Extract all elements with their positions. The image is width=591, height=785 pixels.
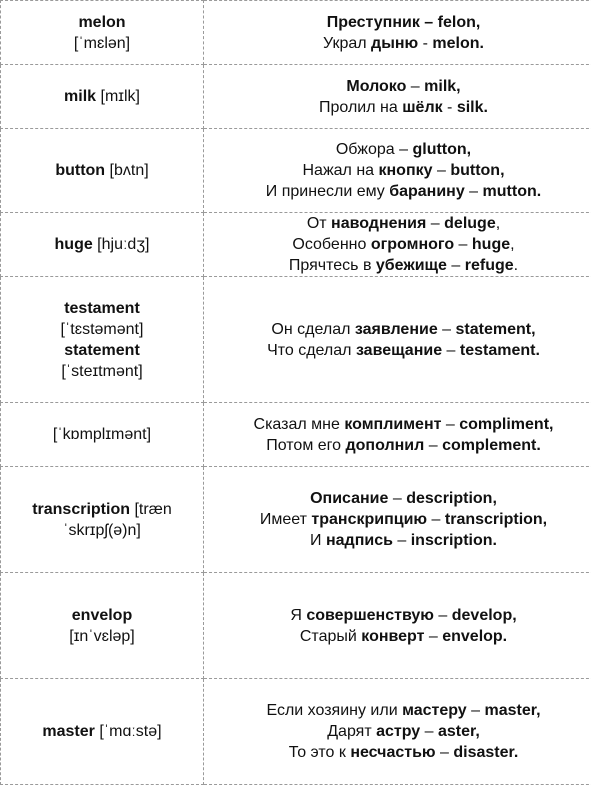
word-cell: [1, 679, 204, 785]
bold-text: транскрипцию: [311, 511, 428, 528]
text: Нажал на: [302, 162, 379, 179]
verse-line: [210, 509, 591, 530]
text: –: [392, 532, 411, 549]
transcription: [mɪlk]: [96, 88, 140, 105]
bold-text: transcription: [32, 500, 130, 518]
table-row: [1, 467, 591, 573]
word-line: [7, 160, 197, 181]
text: –: [464, 183, 483, 200]
word-line: [7, 721, 197, 742]
text: [ˈmɑːstə]: [94, 723, 162, 740]
english-word: melon: [78, 13, 126, 31]
bold-text: inscription.: [410, 532, 497, 549]
text: -: [442, 98, 457, 116]
text: И: [310, 532, 326, 549]
bold-text: баранину: [389, 183, 465, 200]
mnemonic-verse-cell: [204, 573, 591, 679]
table-row: [1, 65, 591, 129]
word-line: [7, 86, 197, 107]
bold-text: disaster.: [453, 744, 519, 761]
text: –: [427, 511, 445, 528]
word-cell: [1, 129, 204, 213]
verse-line: [210, 33, 591, 54]
mnemonic-verse-cell: [204, 403, 591, 467]
bold-text: envelop: [71, 606, 133, 624]
verse-line: [210, 76, 591, 97]
bold-text: envelop.: [442, 627, 508, 645]
verse-line: [210, 12, 591, 33]
verse-line: [210, 626, 591, 647]
verse-line: [210, 255, 591, 276]
bold-text: конверт: [361, 627, 425, 645]
word-line: [7, 361, 197, 382]
text: Прячтесь в: [288, 257, 376, 274]
verse-line: [210, 414, 591, 435]
bold-text: glutton,: [412, 141, 472, 158]
text: –: [466, 702, 485, 719]
word-line: [7, 605, 197, 626]
bold-text: testament.: [459, 341, 540, 359]
text: Особенно: [292, 236, 371, 253]
text: –: [432, 162, 451, 179]
word-line: [7, 319, 197, 340]
text: Дарят: [327, 723, 377, 740]
mnemonic-verse-cell: [204, 213, 591, 277]
mnemonic-verse-cell: [204, 129, 591, 213]
text: –: [441, 415, 460, 433]
text: Обжора –: [335, 141, 413, 158]
text: Имеет: [259, 511, 312, 528]
text: .: [513, 257, 519, 274]
bold-text: mutton.: [482, 183, 542, 200]
vocabulary-table-body: [1, 1, 591, 785]
verse-line: [210, 700, 591, 721]
bold-text: мастеру: [402, 702, 467, 719]
text: ˈskrɪpʃ(ə)n]: [63, 521, 141, 539]
bold-text: melon.: [432, 34, 484, 52]
text: –: [424, 436, 443, 454]
mnemonic-verse-cell: [204, 467, 591, 573]
verse-line: [210, 319, 591, 340]
text: То это к: [288, 744, 351, 761]
table-row: [1, 277, 591, 403]
text: И принесли ему: [265, 183, 390, 200]
word-line: [7, 424, 197, 445]
table-row: [1, 403, 591, 467]
bold-text: огромного: [370, 236, 455, 253]
verse-line: [210, 181, 591, 202]
bold-text: testament: [64, 299, 140, 317]
text: –: [420, 723, 438, 740]
bold-text: description,: [406, 490, 497, 507]
verse-line: [210, 97, 591, 118]
word-cell: [1, 277, 204, 403]
bold-text: button,: [450, 162, 505, 179]
text: –: [446, 257, 465, 274]
text: Если хозяину или: [266, 702, 403, 719]
text: От: [306, 215, 332, 232]
english-word: milk: [64, 88, 97, 105]
bold-text: master: [42, 723, 95, 740]
text: Что сделал: [267, 341, 356, 359]
mnemonic-verse-cell: [204, 1, 591, 65]
bold-text: Молоко: [346, 77, 407, 95]
verse-line: [210, 742, 591, 763]
bold-text: несчастью: [350, 744, 436, 761]
bold-text: statement: [64, 341, 140, 359]
text: –: [388, 490, 407, 507]
word-cell: [1, 65, 204, 129]
bold-text: develop,: [451, 606, 517, 624]
word-cell: [1, 467, 204, 573]
table-row: [1, 129, 591, 213]
bold-text: milk,: [424, 77, 461, 95]
word-cell: [1, 213, 204, 277]
text: [ˈtɛstəmənt]: [60, 320, 144, 338]
word-line: [7, 499, 197, 520]
verse-line: [210, 213, 591, 234]
text: –: [435, 744, 454, 761]
bold-text: Преступник – felon,: [326, 13, 481, 31]
text: –: [454, 236, 472, 253]
table-row: [1, 573, 591, 679]
mnemonic-verse-cell: [204, 679, 591, 785]
text: [ˈkɒmplɪmənt]: [52, 426, 152, 443]
verse-line: [210, 605, 591, 626]
bold-text: шёлк: [402, 98, 443, 116]
word-cell: [1, 573, 204, 679]
table-row: [1, 213, 591, 277]
verse-line: [210, 160, 591, 181]
mnemonic-verse-cell: [204, 277, 591, 403]
word-line: [7, 12, 197, 33]
transcription: [bʌtn]: [105, 162, 149, 179]
text: –: [424, 627, 443, 645]
text: [træn: [130, 500, 172, 518]
text: -: [418, 34, 433, 52]
text: ,: [495, 215, 501, 232]
transcription: [ˈmɛlən]: [73, 34, 131, 52]
verse-line: [210, 234, 591, 255]
word-line: [7, 33, 197, 54]
verse-line: [210, 139, 591, 160]
bold-text: aster,: [437, 723, 480, 740]
verse-line: [210, 488, 591, 509]
word-line: [7, 626, 197, 647]
word-line: [7, 340, 197, 361]
text: –: [433, 606, 452, 624]
mnemonic-verse-cell: [204, 65, 591, 129]
bold-text: deluge: [444, 215, 496, 232]
table-row: [1, 679, 591, 785]
verse-line: [210, 340, 591, 361]
text: Пролил на: [319, 98, 403, 116]
word-line: [7, 520, 197, 541]
bold-text: compliment,: [459, 415, 554, 433]
bold-text: complement.: [442, 436, 541, 454]
text: ,: [510, 236, 515, 253]
transcription: [hjuːdʒ]: [92, 236, 150, 253]
bold-text: дыню: [371, 34, 419, 52]
bold-text: надпись: [325, 532, 393, 549]
bold-text: silk.: [456, 98, 488, 116]
english-word: huge: [54, 236, 93, 253]
bold-text: Описание: [310, 490, 389, 507]
word-line: [7, 234, 197, 255]
text: Он сделал: [271, 320, 355, 338]
text: Потом его: [266, 436, 346, 454]
bold-text: кнопку: [378, 162, 433, 179]
bold-text: убежище: [375, 257, 447, 274]
bold-text: huge: [471, 236, 511, 253]
text: –: [437, 320, 456, 338]
bold-text: master,: [484, 702, 541, 719]
word-cell: [1, 403, 204, 467]
word-line: [7, 298, 197, 319]
bold-text: заявление: [354, 320, 438, 338]
text: –: [442, 341, 460, 359]
text: Я: [290, 606, 307, 624]
verse-line: [210, 721, 591, 742]
bold-text: совершенствую: [306, 606, 434, 624]
bold-text: комплимент: [344, 415, 442, 433]
text: Сказал мне: [253, 415, 345, 433]
text: [ɪnˈvɛləp]: [69, 627, 135, 645]
bold-text: завещание: [355, 341, 443, 359]
bold-text: transcription,: [444, 511, 548, 528]
table-row: [1, 1, 591, 65]
word-cell: [1, 1, 204, 65]
bold-text: statement,: [455, 320, 536, 338]
text: Украл: [323, 34, 372, 52]
text: –: [426, 215, 445, 232]
bold-text: наводнения: [331, 215, 427, 232]
verse-line: [210, 530, 591, 551]
english-word: button: [55, 162, 106, 179]
bold-text: астру: [376, 723, 421, 740]
verse-line: [210, 435, 591, 456]
text: Старый: [299, 627, 362, 645]
text: –: [406, 77, 425, 95]
bold-text: дополнил: [345, 436, 425, 454]
bold-text: refuge: [464, 257, 514, 274]
text: [ˈsteɪtmənt]: [61, 362, 143, 380]
